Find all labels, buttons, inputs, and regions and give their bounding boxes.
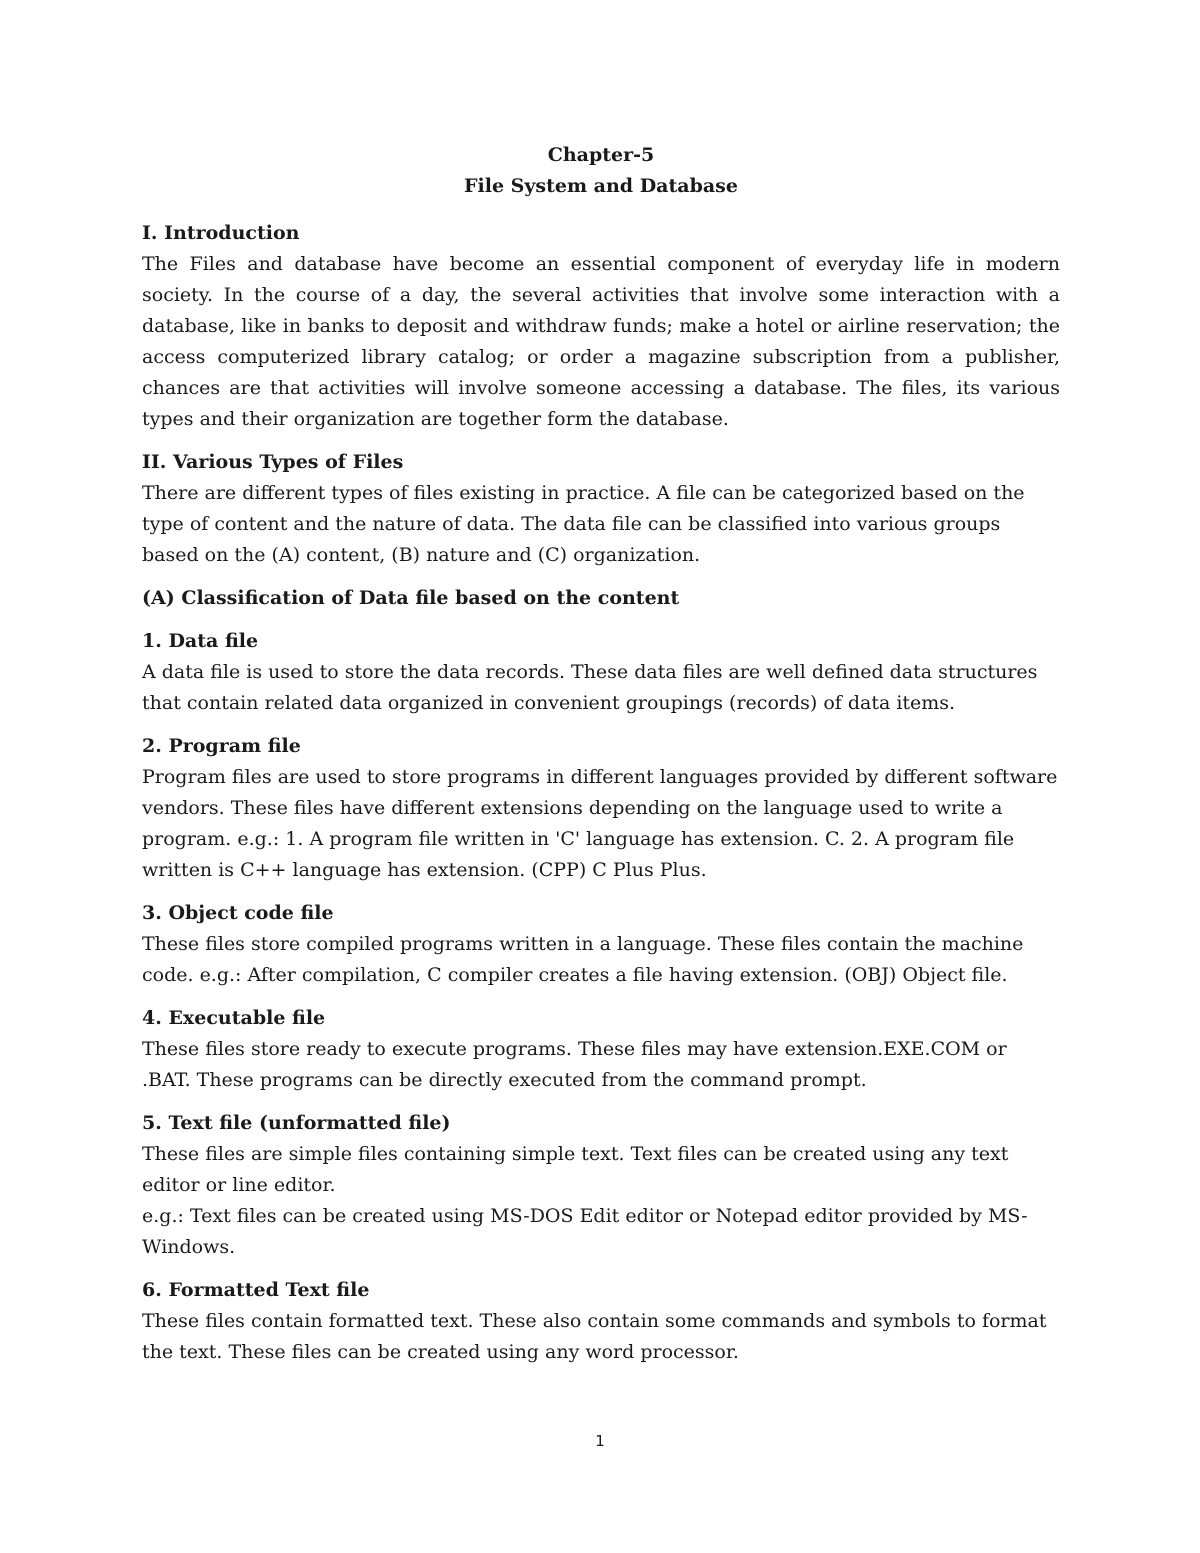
item-text-text-file: These files are simple files containing simple text. Text files can be created using any text editor or line editor. bbox=[142, 1143, 1009, 1196]
chapter-label: Chapter-5 bbox=[547, 144, 655, 166]
classification-heading: (A) Classification of Data file based on the content bbox=[142, 587, 680, 609]
item-text-data-file: A data file is used to store the data records. These data files are well defined data structures that contain related data organized in convenient groupings (records) of data items. bbox=[142, 661, 1038, 714]
page-number: 1 bbox=[595, 1432, 605, 1450]
item-example-text-file: e.g.: Text files can be created using MS-DOS Edit editor or Notepad editor provided by MS-Windows. bbox=[142, 1205, 1028, 1258]
title-block bbox=[142, 140, 1060, 202]
item-heading-text-file: 5. Text file (unformatted file) bbox=[142, 1112, 451, 1134]
item-heading-program-file: 2. Program file bbox=[142, 735, 301, 757]
intro-paragraph: The Files and database have become an essential component of everyday life in modern society. In the course of a day, the several activities that involve some interaction with a database, like in banks to deposit and withdraw funds; make a hotel or airline reservation; the access computerized library catalog; or order a magazine subscription from a publisher, chances are that activities will involve someone accessing a database. The files, its various types and their organization are together form the database. bbox=[142, 253, 1060, 430]
item-text-program-file: Program files are used to store programs in different languages provided by different software vendors. These files have different extensions depending on the language used to write a program. e.g.: 1. A program file written in 'C' language has extension. C. 2. A program file written is C++ language has extension. (CPP) C Plus Plus. bbox=[142, 766, 1058, 881]
item-heading-object-code-file: 3. Object code file bbox=[142, 902, 334, 924]
types-heading: II. Various Types of Files bbox=[142, 451, 404, 473]
item-text-formatted-text-file: These files contain formatted text. These also contain some commands and symbols to format the text. These files can be created using any word processor. bbox=[142, 1310, 1047, 1363]
intro-heading: I. Introduction bbox=[142, 222, 300, 244]
item-heading-formatted-text-file: 6. Formatted Text file bbox=[142, 1279, 370, 1301]
item-heading-executable-file: 4. Executable file bbox=[142, 1007, 326, 1029]
document-title: File System and Database bbox=[464, 175, 738, 197]
document-page bbox=[142, 140, 1060, 1368]
item-heading-data-file: 1. Data file bbox=[142, 630, 259, 652]
item-text-object-code-file: These files store compiled programs written in a language. These files contain the machine code. e.g.: After compilation, C compiler creates a file having extension. (OBJ) Object file. bbox=[142, 933, 1024, 986]
types-paragraph: There are different types of files existing in practice. A file can be categorized based on the type of content and the nature of data. The data file can be classified into various groups based on the (A) content, (B) nature and (C) organization. bbox=[142, 482, 1025, 566]
item-text-executable-file: These files store ready to execute programs. These files may have extension.EXE.COM or .BAT. These programs can be directly executed from the command prompt. bbox=[142, 1038, 1007, 1091]
